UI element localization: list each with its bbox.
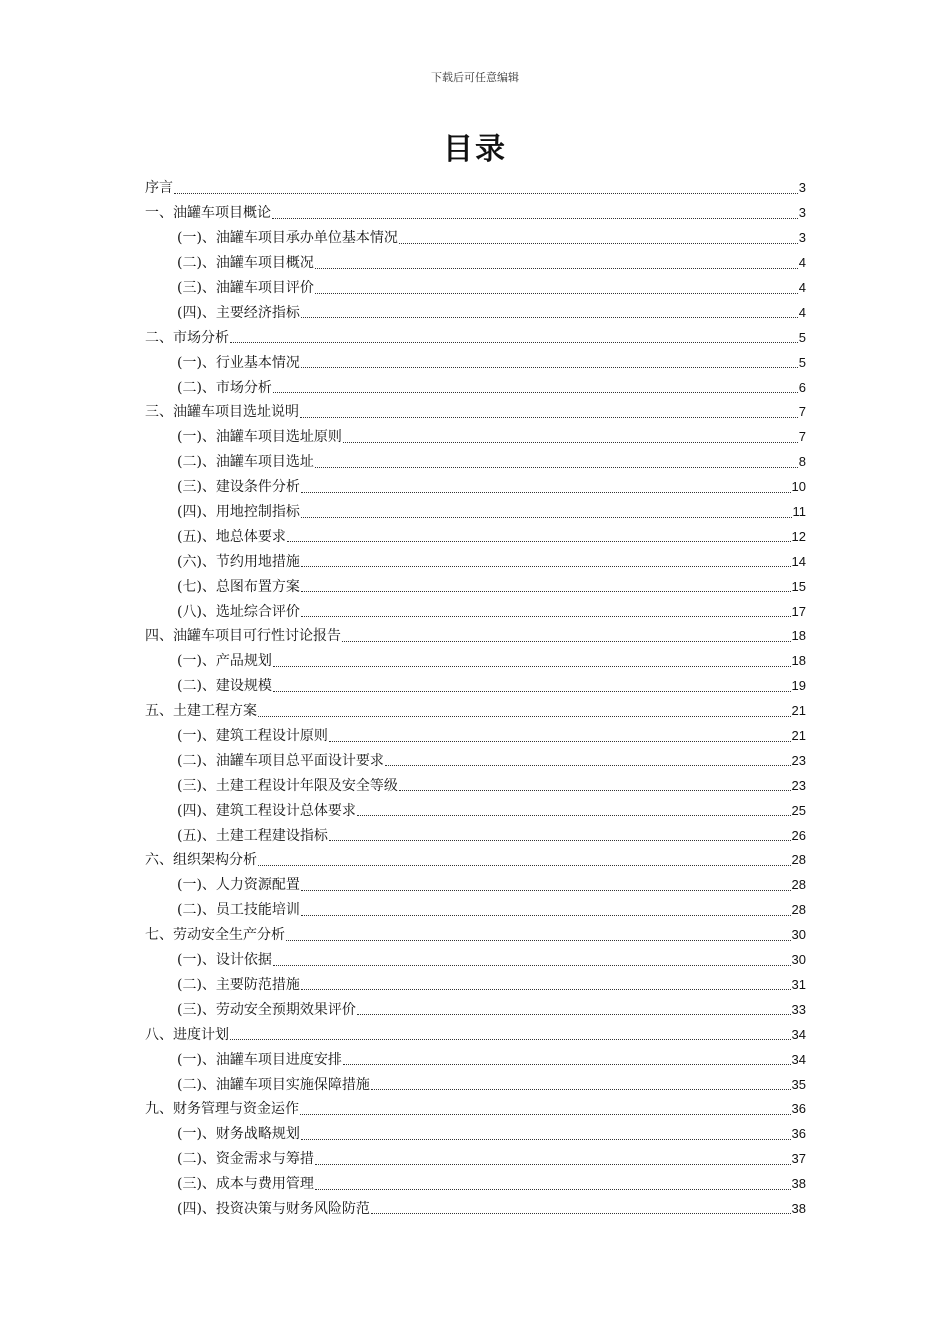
toc-page-number: 18 <box>791 628 806 644</box>
toc-entry-label: (八)、选址综合评价 <box>177 603 300 620</box>
toc-entry[interactable] <box>145 1097 806 1122</box>
toc-subentry[interactable] <box>145 276 806 301</box>
toc-dot-leader <box>399 790 791 791</box>
header-note: 下载后可任意编辑 <box>431 71 519 84</box>
toc-dot-leader <box>301 890 791 891</box>
toc-subentry[interactable] <box>145 1172 806 1197</box>
toc-entry[interactable] <box>145 624 806 649</box>
toc-page-number: 37 <box>791 1151 806 1167</box>
toc-page-number: 11 <box>792 504 806 520</box>
toc-entry-label: (二)、建设规模 <box>177 678 272 695</box>
toc-subentry[interactable] <box>145 873 806 898</box>
toc-entry-label: (四)、投资决策与财务风险防范 <box>177 1200 370 1217</box>
toc-entry-label: (六)、节约用地措施 <box>177 553 300 570</box>
toc-page-number: 3 <box>798 180 806 196</box>
toc-page-number: 19 <box>791 678 806 694</box>
toc-page-number: 3 <box>798 230 806 246</box>
toc-dot-leader <box>385 765 791 766</box>
toc-dot-leader <box>342 641 791 642</box>
toc-page-number: 35 <box>791 1076 806 1092</box>
toc-entry-label: (一)、人力资源配置 <box>177 877 300 894</box>
toc-entry[interactable] <box>145 176 806 201</box>
toc-entry-label: (一)、油罐车项目承办单位基本情况 <box>177 230 398 247</box>
toc-page-number: 30 <box>791 927 806 943</box>
toc-dot-leader <box>230 1039 791 1040</box>
toc-entry-label: 六、组织架构分析 <box>145 852 257 869</box>
toc-subentry[interactable] <box>145 748 806 773</box>
toc-entry-label: (四)、用地控制指标 <box>177 504 300 521</box>
toc-dot-leader <box>301 989 791 990</box>
toc-subentry[interactable] <box>145 500 806 525</box>
toc-page-number: 23 <box>791 777 806 793</box>
toc-dot-leader <box>272 218 798 219</box>
toc-dot-leader <box>357 815 791 816</box>
toc-dot-leader <box>399 243 798 244</box>
toc-dot-leader <box>300 1114 791 1115</box>
toc-entry-label: (二)、油罐车项目实施保障措施 <box>177 1076 370 1093</box>
toc-entry[interactable] <box>145 201 806 226</box>
toc-subentry[interactable] <box>145 300 806 325</box>
toc-page-number: 34 <box>791 1026 806 1042</box>
toc-entry-label: (五)、地总体要求 <box>177 528 286 545</box>
toc-entry-label: 四、油罐车项目可行性讨论报告 <box>145 628 341 645</box>
toc-page-number: 28 <box>791 877 806 893</box>
toc-subentry[interactable] <box>145 574 806 599</box>
toc-dot-leader <box>273 666 791 667</box>
toc-dot-leader <box>301 591 791 592</box>
toc-dot-leader <box>371 1089 791 1090</box>
toc-entry[interactable] <box>145 400 806 425</box>
toc-dot-leader <box>357 1014 791 1015</box>
toc-entry-label: (一)、油罐车项目进度安排 <box>177 1051 342 1068</box>
toc-dot-leader <box>315 268 798 269</box>
toc-subentry[interactable] <box>145 997 806 1022</box>
toc-entry-label: (一)、行业基本情况 <box>177 354 300 371</box>
toc-dot-leader <box>371 1213 791 1214</box>
toc-entry-label: 三、油罐车项目选址说明 <box>145 404 299 421</box>
toc-entry-label: (三)、土建工程设计年限及安全等级 <box>177 777 398 794</box>
toc-subentry[interactable] <box>145 475 806 500</box>
toc-dot-leader <box>301 616 791 617</box>
toc-dot-leader <box>258 865 791 866</box>
toc-page-number: 33 <box>791 1001 806 1017</box>
toc-page-number: 6 <box>798 379 806 395</box>
toc-entry-label: 一、油罐车项目概论 <box>145 205 271 222</box>
toc-entry-label: (二)、资金需求与筹措 <box>177 1151 314 1168</box>
toc-dot-leader <box>343 1064 791 1065</box>
toc-page-number: 15 <box>791 578 806 594</box>
toc-dot-leader <box>315 293 798 294</box>
toc-dot-leader <box>301 915 791 916</box>
toc-entry-label: (四)、建筑工程设计总体要求 <box>177 802 356 819</box>
toc-subentry[interactable] <box>145 1072 806 1097</box>
toc-entry[interactable] <box>145 848 806 873</box>
toc-page-number: 18 <box>791 653 806 669</box>
page-title: 目录 <box>443 132 507 167</box>
toc-dot-leader <box>286 940 791 941</box>
toc-subentry[interactable] <box>145 450 806 475</box>
toc-entry-label: (二)、主要防范措施 <box>177 976 300 993</box>
toc-subentry[interactable] <box>145 251 806 276</box>
toc-dot-leader <box>300 417 798 418</box>
toc-page-number: 12 <box>791 528 806 544</box>
toc-entry-label: (二)、油罐车项目选址 <box>177 454 314 471</box>
toc-page-number: 7 <box>798 429 806 445</box>
toc-page-number: 4 <box>798 304 806 320</box>
toc-entry-label: 七、劳动安全生产分析 <box>145 927 285 944</box>
toc-dot-leader <box>258 716 791 717</box>
toc-dot-leader <box>315 1164 791 1165</box>
toc-page-number: 36 <box>791 1101 806 1117</box>
toc-subentry[interactable] <box>145 898 806 923</box>
toc-page-number: 17 <box>791 603 806 619</box>
toc-entry-label: 序言 <box>145 180 173 197</box>
toc-subentry[interactable] <box>145 674 806 699</box>
toc-entry-label: (一)、设计依据 <box>177 952 272 969</box>
toc-entry-label: 八、进度计划 <box>145 1026 229 1043</box>
toc-entry-label: (五)、土建工程建设指标 <box>177 827 328 844</box>
toc-entry-label: (七)、总图布置方案 <box>177 578 300 595</box>
toc-entry-label: (二)、员工技能培训 <box>177 902 300 919</box>
toc-entry-label: (二)、油罐车项目总平面设计要求 <box>177 752 384 769</box>
toc-subentry[interactable] <box>145 823 806 848</box>
toc-entry-label: 二、市场分析 <box>145 329 229 346</box>
toc-page-number: 30 <box>791 952 806 968</box>
toc-subentry[interactable] <box>145 724 806 749</box>
toc-dot-leader <box>343 442 798 443</box>
toc-page-number: 34 <box>791 1051 806 1067</box>
toc-entry-label: (一)、油罐车项目选址原则 <box>177 429 342 446</box>
toc-page-number: 21 <box>791 728 806 744</box>
toc-dot-leader <box>315 1189 791 1190</box>
toc-page-number: 28 <box>791 852 806 868</box>
toc-subentry[interactable] <box>145 549 806 574</box>
toc-subentry[interactable] <box>145 425 806 450</box>
toc-page-number: 26 <box>791 827 806 843</box>
toc-page-number: 38 <box>791 1176 806 1192</box>
toc-subentry[interactable] <box>145 973 806 998</box>
toc-entry-label: (二)、市场分析 <box>177 379 272 396</box>
toc-entry-label: 五、土建工程方案 <box>145 703 257 720</box>
toc-dot-leader <box>301 1139 791 1140</box>
toc-page-number: 4 <box>798 255 806 271</box>
toc-dot-leader <box>301 517 792 518</box>
toc-dot-leader <box>273 392 798 393</box>
toc-dot-leader <box>273 691 791 692</box>
toc-entry-label: (一)、财务战略规划 <box>177 1126 300 1143</box>
toc-dot-leader <box>174 193 798 194</box>
toc-page-number: 25 <box>791 802 806 818</box>
toc-dot-leader <box>301 317 798 318</box>
toc-entry-label: (一)、建筑工程设计原则 <box>177 728 328 745</box>
toc-page-number: 21 <box>791 703 806 719</box>
toc-dot-leader <box>230 342 798 343</box>
toc-entry[interactable] <box>145 1022 806 1047</box>
toc-subentry[interactable] <box>145 1047 806 1072</box>
toc-entry[interactable] <box>145 325 806 350</box>
toc-subentry[interactable] <box>145 350 806 375</box>
toc-subentry[interactable] <box>145 226 806 251</box>
toc-page-number: 10 <box>791 479 806 495</box>
toc-dot-leader <box>287 541 791 542</box>
toc-page-number: 28 <box>791 902 806 918</box>
toc-subentry[interactable] <box>145 1197 806 1222</box>
toc-entry[interactable] <box>145 699 806 724</box>
toc-page-number: 14 <box>791 553 806 569</box>
toc-dot-leader <box>329 741 791 742</box>
toc-entry-label: 九、财务管理与资金运作 <box>145 1101 299 1118</box>
toc-page-number: 31 <box>791 976 806 992</box>
toc-dot-leader <box>301 367 798 368</box>
toc-page-number: 3 <box>798 205 806 221</box>
toc-entry-label: (一)、产品规划 <box>177 653 272 670</box>
toc-page-number: 36 <box>791 1126 806 1142</box>
toc-page-number: 38 <box>791 1200 806 1216</box>
toc-entry-label: (三)、建设条件分析 <box>177 479 300 496</box>
toc-page-number: 5 <box>798 329 806 345</box>
toc-dot-leader <box>329 840 791 841</box>
toc-entry-label: (四)、主要经济指标 <box>177 304 300 321</box>
toc-subentry[interactable] <box>145 1147 806 1172</box>
toc-entry-label: (三)、成本与费用管理 <box>177 1176 314 1193</box>
toc-subentry[interactable] <box>145 948 806 973</box>
toc-subentry[interactable] <box>145 599 806 624</box>
toc-page-number: 8 <box>798 454 806 470</box>
toc-dot-leader <box>315 467 798 468</box>
toc-dot-leader <box>273 965 791 966</box>
toc-page-number: 5 <box>798 354 806 370</box>
toc-page-number: 7 <box>798 404 806 420</box>
toc-subentry[interactable] <box>145 524 806 549</box>
toc-subentry[interactable] <box>145 1122 806 1147</box>
toc-dot-leader <box>301 492 791 493</box>
toc-subentry[interactable] <box>145 375 806 400</box>
toc-page-number: 23 <box>791 752 806 768</box>
toc-entry-label: (三)、劳动安全预期效果评价 <box>177 1001 356 1018</box>
toc-dot-leader <box>301 566 791 567</box>
toc-page-number: 4 <box>798 280 806 295</box>
toc-subentry[interactable] <box>145 773 806 798</box>
toc-subentry[interactable] <box>145 798 806 823</box>
toc-entry-label: (二)、油罐车项目概况 <box>177 255 314 272</box>
toc-entry[interactable] <box>145 923 806 948</box>
toc-entry-label: (三)、油罐车项目评价 <box>177 280 314 296</box>
toc-subentry[interactable] <box>145 649 806 674</box>
table-of-contents <box>145 176 806 1221</box>
